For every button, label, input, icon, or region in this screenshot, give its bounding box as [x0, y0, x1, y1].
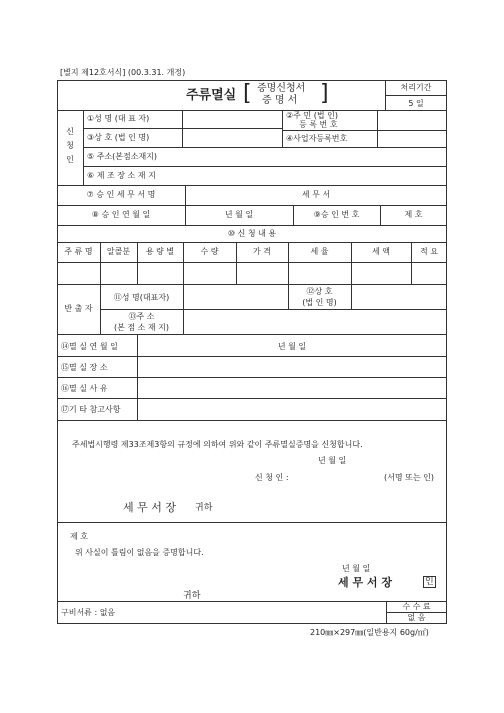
address-field[interactable]: [182, 148, 446, 165]
applicant-side-label: 신 청 인: [66, 127, 74, 164]
loss-place-field[interactable]: [138, 357, 446, 376]
fee-label: 수 수 료: [402, 602, 431, 611]
form-number: [별지 제12호서식] (00.3.31. 개정): [60, 68, 186, 77]
declaration-date[interactable]: 년 월 일: [318, 456, 347, 465]
business-number-label: ④사업자등록번호: [286, 134, 348, 143]
certificate-number[interactable]: 제 호: [70, 532, 88, 541]
carrier-address-field[interactable]: [184, 310, 446, 333]
title-option-application: 증명신청서: [257, 83, 306, 94]
approval-tax-office-value[interactable]: 세 무 서: [301, 190, 331, 199]
resident-number-field[interactable]: [378, 111, 446, 129]
notes-label: ⑰기 타 참고사항: [61, 405, 121, 414]
processing-period-value: 5 일: [408, 99, 424, 108]
attachments-label: 구비서류 : 없음: [61, 608, 116, 617]
approval-number-value[interactable]: 제 호: [404, 210, 423, 219]
factory-location-label: ⑥ 제 조 장 소 재 지: [87, 171, 156, 180]
issuer-tax-office-head: 세 무 서 장: [338, 576, 392, 589]
carrier-company-field[interactable]: [352, 285, 446, 308]
content-header: ⑩ 신 청 내 용: [227, 229, 277, 238]
column-tax-rate: 세 율: [310, 247, 329, 256]
company-name-field[interactable]: [183, 129, 281, 146]
column-volume: 용 량 별: [145, 247, 175, 256]
resident-number-label-2: 등 록 번 호: [299, 120, 338, 129]
loss-place-label: ⑮멸 실 장 소: [61, 363, 108, 372]
processing-period-label: 처리기간: [400, 83, 432, 92]
column-alcohol: 알콜분: [106, 247, 131, 256]
bracket-left-icon: [: [243, 81, 252, 106]
loss-reason-label: ⑯멸 실 사 유: [61, 384, 108, 393]
column-liquor-name: 주 류 명: [64, 247, 93, 256]
applicant-signature-field[interactable]: [300, 471, 380, 483]
factory-location-field[interactable]: [182, 167, 446, 184]
applicant-name-label: ①성 명 (대 표 자): [87, 114, 150, 123]
approval-date-label: ⑧ 승 인 연 월 일: [91, 210, 151, 219]
column-tax-amount: 세 액: [372, 247, 390, 256]
certificate-date[interactable]: 년 월 일: [342, 564, 371, 573]
sign-or-seal-label: (서명 또는 인): [384, 473, 434, 482]
bracket-right-icon: ]: [320, 81, 329, 106]
resident-number-label-1: ②주 민 (법 인): [286, 111, 338, 120]
column-price: 가 격: [253, 247, 271, 256]
certificate-text: 위 사실이 틀림이 없음을 증명합니다.: [75, 548, 204, 557]
loss-reason-field[interactable]: [138, 378, 446, 397]
title-option-certificate: 증 명 서: [262, 95, 298, 106]
approval-date-value[interactable]: 년 월 일: [224, 210, 254, 219]
carrier-name-field[interactable]: [184, 285, 287, 308]
carrier-company-label-1: ⑫상 호: [306, 287, 333, 296]
loss-date-value[interactable]: 년 월 일: [277, 342, 307, 351]
issuer-seal-icon: 인: [425, 577, 434, 587]
fee-value: 없 음: [407, 613, 426, 622]
business-number-field[interactable]: [378, 131, 446, 146]
carrier-company-label-2: (법 인 명): [302, 298, 337, 307]
applicant-name-field[interactable]: [183, 111, 281, 127]
page-title: 주류멸실: [186, 88, 237, 103]
address-label: ⑤ 주소(본점소재지): [87, 152, 158, 161]
carrier-side-label: 반 출 자: [64, 304, 93, 313]
notes-field[interactable]: [138, 399, 446, 419]
column-remarks: 적 요: [420, 247, 438, 256]
applicant-signature-label: 신 청 인 :: [255, 473, 289, 482]
declaration-text: 주세법시행령 제33조제3항의 규정에 의하여 위와 같이 주류멸실증명을 신청합니다.: [72, 440, 363, 449]
addressee-tax-office-head: 세 무 서 장: [123, 501, 176, 514]
addressee-suffix: 귀하: [195, 503, 213, 513]
carrier-name-label: ⑪성 명(대표자): [113, 293, 170, 302]
approval-tax-office-label: ⑦ 승 인 세 무 서 명: [86, 190, 156, 199]
content-data-row[interactable]: [58, 263, 446, 283]
paper-spec: 210㎜×297㎜(일반용지 60g/㎡): [310, 628, 429, 637]
approval-number-label: ⑨승 인 번 호: [313, 210, 360, 219]
carrier-address-label-2: (본 점 소 재 지): [113, 323, 170, 332]
recipient-suffix: 귀하: [183, 591, 201, 601]
carrier-address-label-1: ⑬주 소: [128, 312, 155, 321]
column-quantity: 수 량: [200, 247, 219, 256]
loss-date-label: ⑭멸 실 연 월 일: [61, 342, 118, 351]
company-name-label: ③상 호 (법 인 명): [87, 133, 150, 142]
